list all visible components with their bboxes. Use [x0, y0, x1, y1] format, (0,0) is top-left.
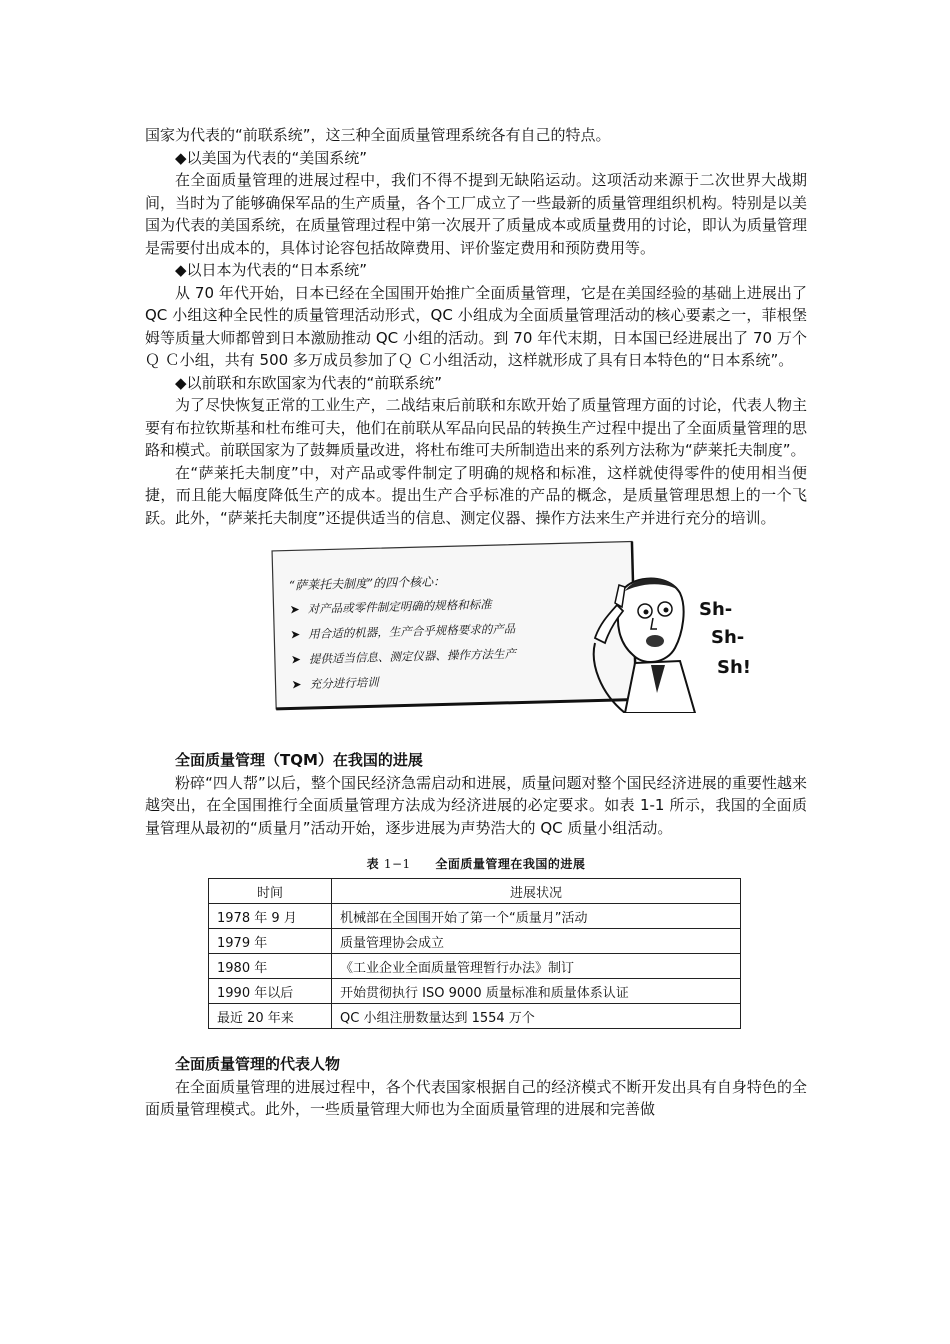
arrow-bullet-icon: ➤: [290, 627, 301, 642]
table-row: [209, 904, 741, 929]
table-cell-time: 1980 年: [209, 954, 332, 979]
table-cell-status: 开始贯彻执行 ISO 9000 质量标准和质量体系认证: [332, 979, 741, 1004]
paragraph-6: 为了尽快恢复正常的工业生产，二战结束后前联和东欧开始了质量管理方面的讨论，代表人物主要有布拉钦斯基和杜布维可夫，他们在前联从军品向民品的转换生产过程中提出了全面质量管理的思路和模式。前联国家为了鼓舞质量改进，将杜布维可夫所制造出来的系列方法称为“萨莱托夫制度”。: [145, 396, 807, 459]
arrow-bullet-icon: ➤: [289, 602, 300, 617]
paragraph-5: ◆以前联和东欧国家为代表的“前联系统”: [175, 373, 443, 392]
paragraph-7: 在“萨莱托夫制度”中，对产品或零件制定了明确的规格和标准，这样就使得零件的使用相当便捷，而且能大幅度降低生产的成本。提出生产合乎标准的产品的概念，是质量管理思想上的一个飞跃。此外，“萨莱托夫制度”还提供适当的信息、测定仪器、操作方法来生产并进行充分的培训。: [145, 463, 807, 527]
table-row: [209, 979, 741, 1004]
table-header-status: 进展状况: [332, 879, 741, 904]
table-caption-title: 全面质量管理在我国的进展: [435, 857, 586, 871]
table-header-row: [209, 879, 741, 904]
figure-item: [290, 618, 610, 642]
section-heading-tqm-china: 全面质量管理（TQM）在我国的进展: [175, 751, 423, 769]
figure-item: [289, 593, 609, 617]
figure-item-text: 用合适的机器，生产合乎规格要求的产品: [308, 621, 516, 642]
table-caption-number: 1−1: [383, 857, 411, 871]
paragraph-2: 在全面质量管理的进展过程中，我们不得不提到无缺陷运动。这项活动来源于二次世界大战期间，当时为了能够确保军品的生产质量，各个工厂成立了一些最新的质量管理组织机构。特别是以美国为代表的美国系统，在质量管理过程中第一次展开了质量成本或质量费用的讨论，即认为质量管理是需要付出成本的，具体讨论容包括故障费用、评价鉴定费用和预防费用等。: [145, 171, 807, 257]
figure-item: [291, 668, 611, 692]
arrow-bullet-icon: ➤: [290, 652, 302, 667]
figure-saratov-system: [145, 541, 807, 721]
table-row: [209, 929, 741, 954]
paragraph-4: 从 70 年代开始，日本已经在全国围开始推广全面质量管理，它是在美国经验的基础上进展出了 QC 小组这种全民性的质量管理活动形式，QC 小组成为全面质量管理活动的核心要素之一，菲根堡姆等质量大师都曾到日本激励推动 QC 小组的活动。到 70 年代末期，日本国已经进展出了 70 万个Ｑ Ｃ小组，共有 500 多万成员参加了Ｑ Ｃ小组活动，这样就形成了具有日本特色的“日本系统”。: [145, 283, 807, 369]
paragraph-3: ◆以日本为代表的“日本系统”: [175, 261, 368, 279]
figure-item-text: 对产品或零件制定明确的规格和标准: [307, 597, 492, 617]
table-row: [209, 954, 741, 979]
document-page: [145, 124, 807, 1121]
tqm-progress-table: [208, 878, 741, 1029]
table-cell-time: 1990 年以后: [209, 979, 332, 1004]
table-cell-status: 机械部在全国围开始了第一个“质量月”活动: [332, 904, 741, 929]
section-paragraph-representatives: 在全面质量管理的进展过程中，各个代表国家根据自己的经济模式不断开发出具有自身特色的全面质量管理模式。此外，一些质量管理大师也为全面质量管理的进展和完善做: [145, 1077, 807, 1118]
table-cell-time: 1978 年 9 月: [209, 904, 332, 929]
cartoon-text-3: Sh!: [717, 657, 751, 678]
figure-title: “萨莱托夫制度”的四个核心：: [288, 574, 446, 593]
section-paragraph-tqm-china: 粉碎“四人帮”以后，整个国民经济急需启动和进展，质量问题对整个国民经济进展的重要性越来越突出，在全国围推行全面质量管理方法成为经济进展的必定要求。如表 1-1 所示，我国的全面质量管理从最初的“质量月”活动开始，逐步进展为声势浩大的 QC 质量小组活动。: [145, 773, 807, 837]
table-cell-status: 《工业企业全面质量管理暂行办法》制订: [332, 954, 741, 979]
cartoon-man-shushing-illustration: [575, 563, 775, 713]
table-cell-time: 最近 20 年来: [209, 1004, 332, 1029]
table-row: [209, 1004, 741, 1029]
top-paragraphs: [145, 124, 807, 529]
figure-item: [291, 643, 611, 667]
figure-items: [289, 593, 611, 692]
table-caption: [145, 855, 807, 872]
cartoon-text-2: Sh-: [711, 627, 745, 648]
table-header-time: 时间: [209, 879, 332, 904]
paragraph-1: ◆以美国为代表的“美国系统”: [175, 148, 368, 167]
figure-item-text: 提供适当信息、测定仪器、操作方法生产: [308, 646, 517, 667]
table-cell-status: 质量管理协会成立: [332, 929, 741, 954]
arrow-bullet-icon: ➤: [291, 677, 302, 692]
table-caption-prefix: 表: [366, 857, 380, 871]
table-cell-time: 1979 年: [209, 929, 332, 954]
paragraph-0: 国家为代表的“前联系统”，这三种全面质量管理系统各有自己的特点。: [145, 126, 611, 144]
section-heading-representatives: 全面质量管理的代表人物: [175, 1055, 341, 1073]
figure-item-text: 充分进行培训: [309, 675, 379, 692]
table-cell-status: QC 小组注册数量达到 1554 万个: [332, 1004, 741, 1029]
cartoon-text-1: Sh-: [699, 599, 733, 620]
